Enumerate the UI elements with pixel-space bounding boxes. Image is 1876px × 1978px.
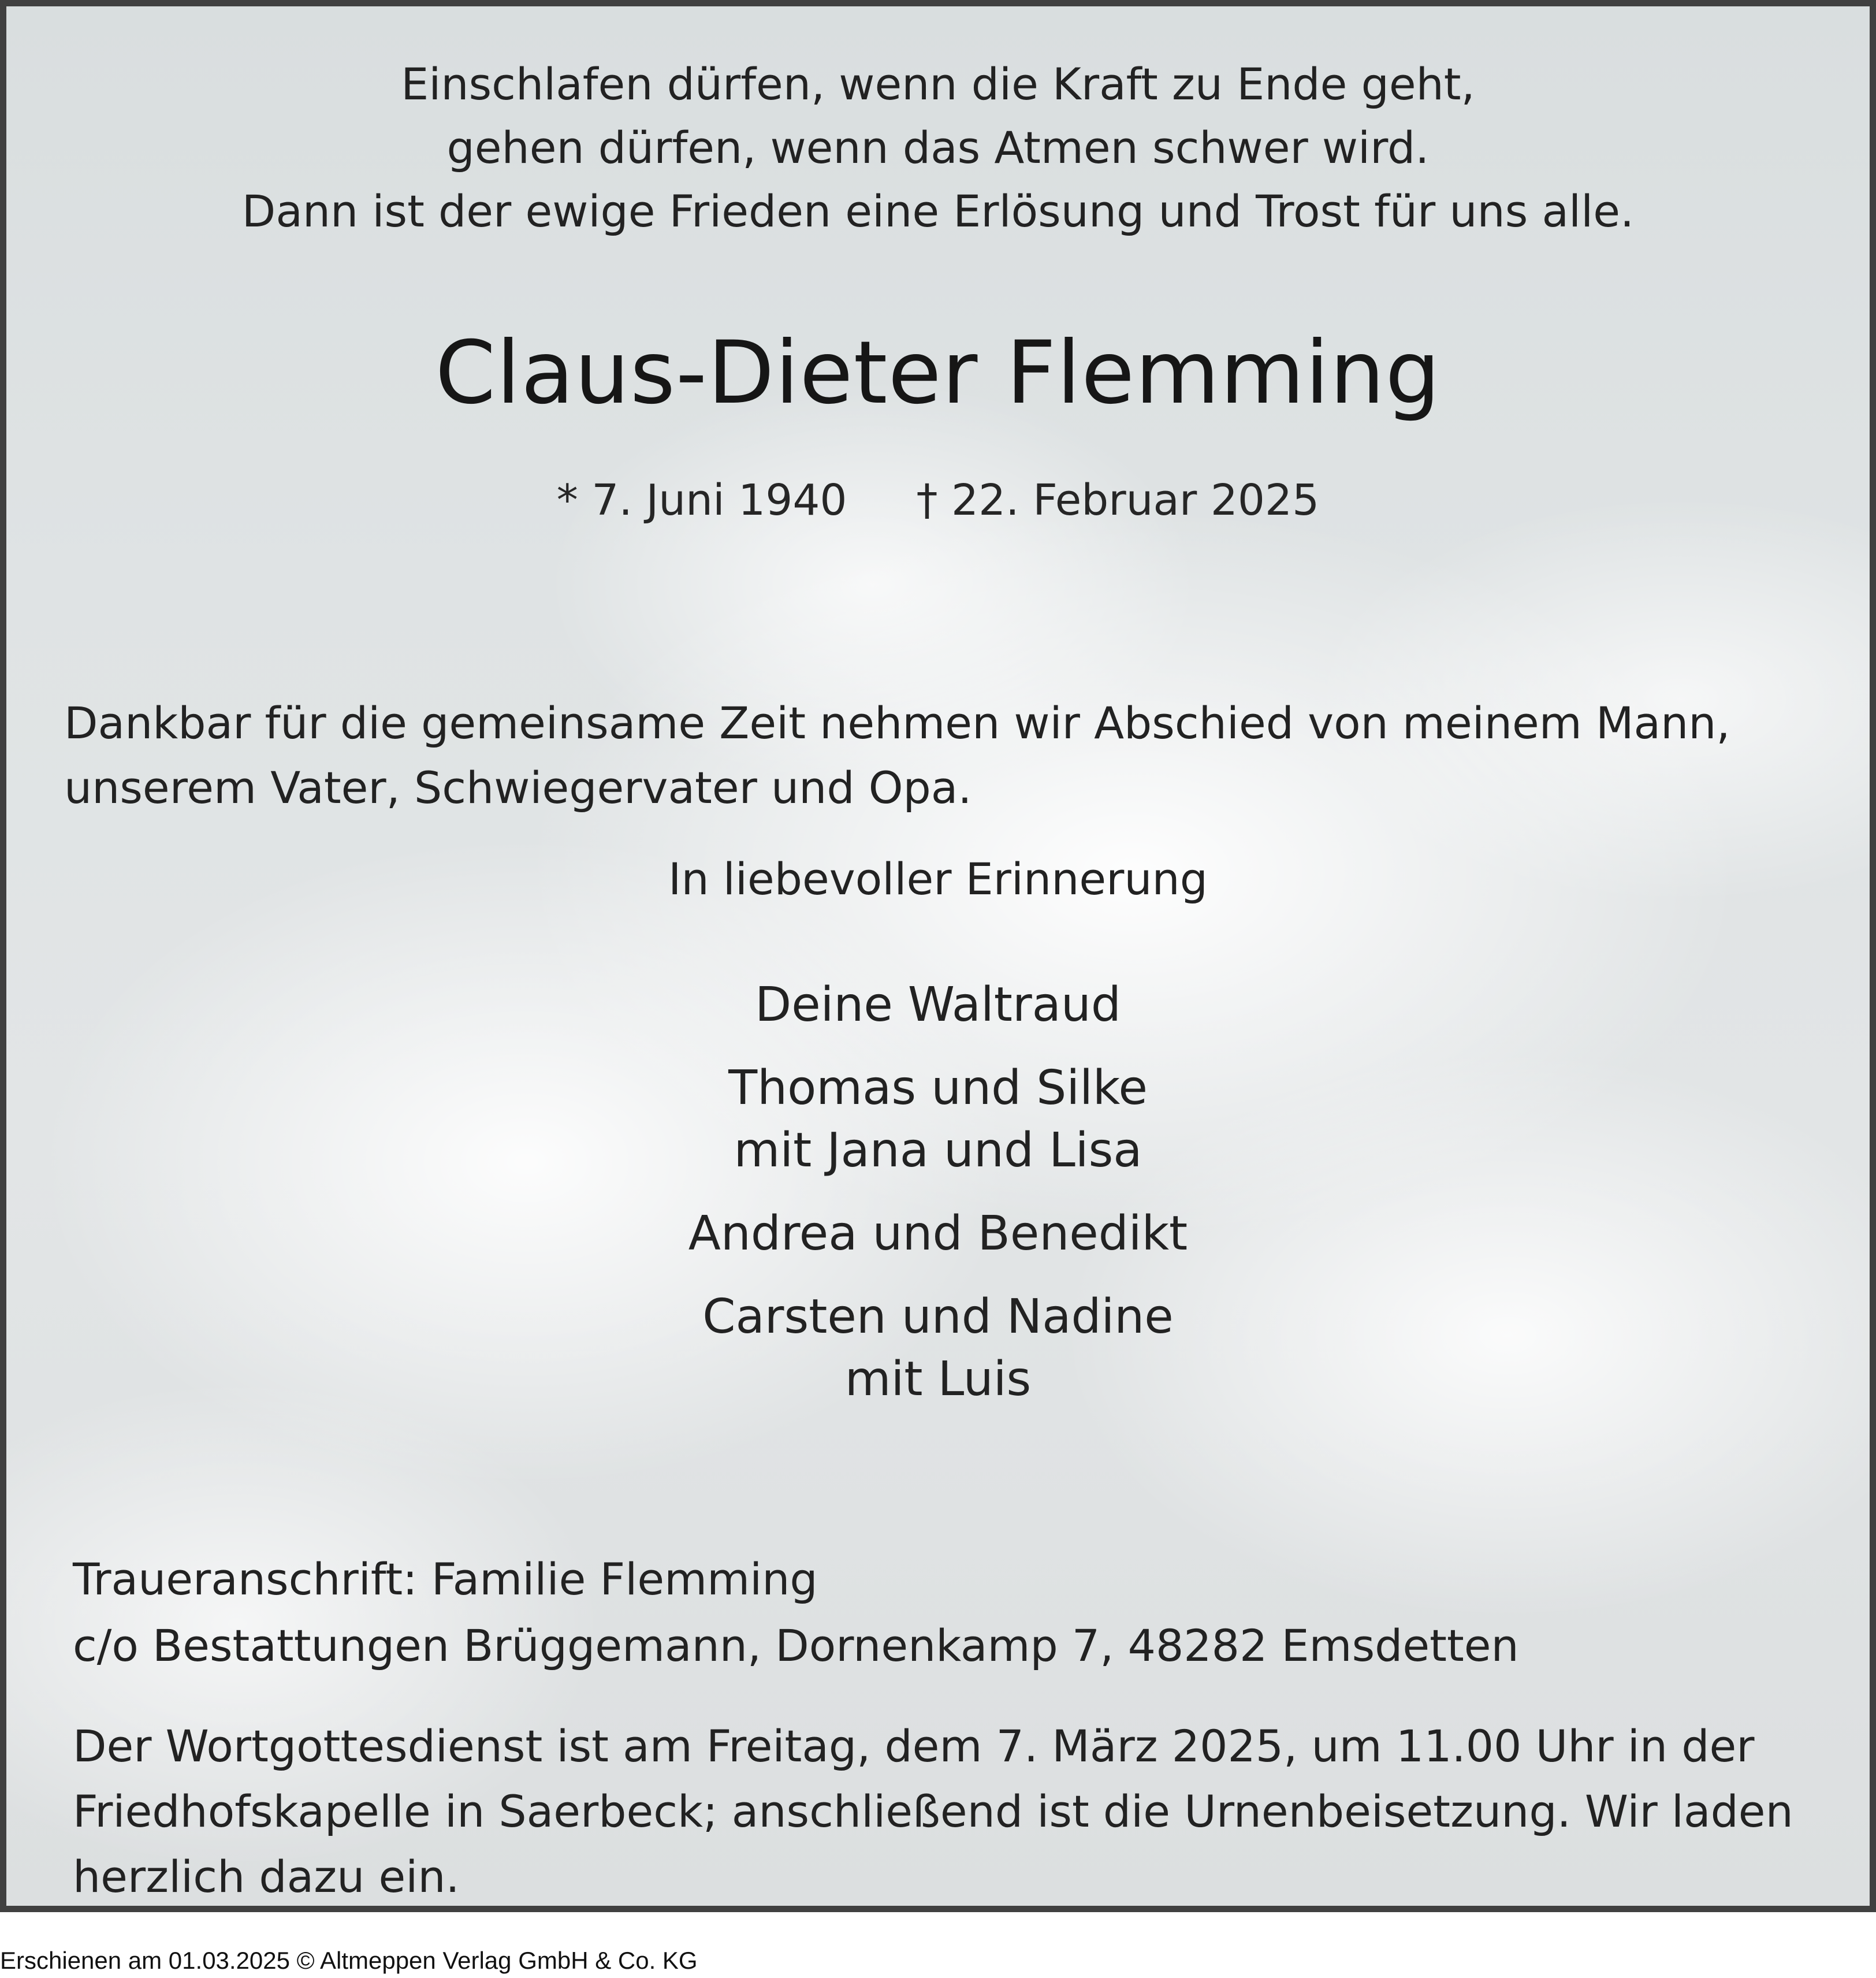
mourner-group (6, 1286, 1870, 1411)
mourner-group (6, 974, 1870, 1036)
service-line: Der Wortgottesdienst ist am Freitag, dem 7. März 2025, um 11.00 Uhr in der (73, 1720, 1755, 1772)
service-line: herzlich dazu ein. (73, 1851, 460, 1902)
mourners-list (6, 974, 1870, 1432)
death-date: † 22. Februar 2025 (916, 475, 1320, 525)
memory-line: In liebevoller Erinnerung (668, 853, 1208, 905)
publication-footer: Erschienen am 01.03.2025 © Altmeppen Verlag GmbH & Co. KG (0, 1947, 698, 1974)
poem (6, 53, 1870, 243)
mourner-name: Andrea und Benedikt (688, 1206, 1188, 1261)
mourner-name: mit Luis (844, 1352, 1032, 1407)
mourner-group (6, 1057, 1870, 1182)
birth-date: * 7. Juni 1940 (556, 475, 847, 525)
address-line: c/o Bestattungen Brüggemann, Dornenkamp 7, 48282 Emsdetten (73, 1620, 1519, 1671)
mourner-group (6, 1203, 1870, 1265)
poem-line: Dann ist der ewige Frieden eine Erlösung und Trost für uns alle. (241, 185, 1635, 237)
service-info (73, 1713, 1840, 1909)
deceased-name: Claus-Dieter Flemming (435, 323, 1441, 423)
poem-line: gehen dürfen, wenn das Atmen schwer wird. (446, 122, 1430, 173)
farewell-line: unserem Vater, Schwiegervater und Opa. (64, 762, 972, 813)
mourner-name: mit Jana und Lisa (734, 1123, 1142, 1178)
mourner-name: Carsten und Nadine (702, 1289, 1174, 1344)
farewell-line: Dankbar für die gemeinsame Zeit nehmen wir Abschied von meinem Mann, (64, 697, 1730, 749)
mourner-name: Thomas und Silke (728, 1061, 1148, 1116)
farewell-text (64, 691, 1832, 820)
life-dates (6, 469, 1870, 532)
mourner-name: Deine Waltraud (755, 977, 1121, 1032)
address-line: Traueranschrift: Familie Flemming (73, 1553, 818, 1605)
mourning-address (73, 1546, 1806, 1679)
service-line: Friedhofskapelle in Saerbeck; anschließend ist die Urnenbeisetzung. Wir laden (73, 1786, 1793, 1837)
poem-line: Einschlafen dürfen, wenn die Kraft zu Ende geht, (401, 58, 1475, 110)
